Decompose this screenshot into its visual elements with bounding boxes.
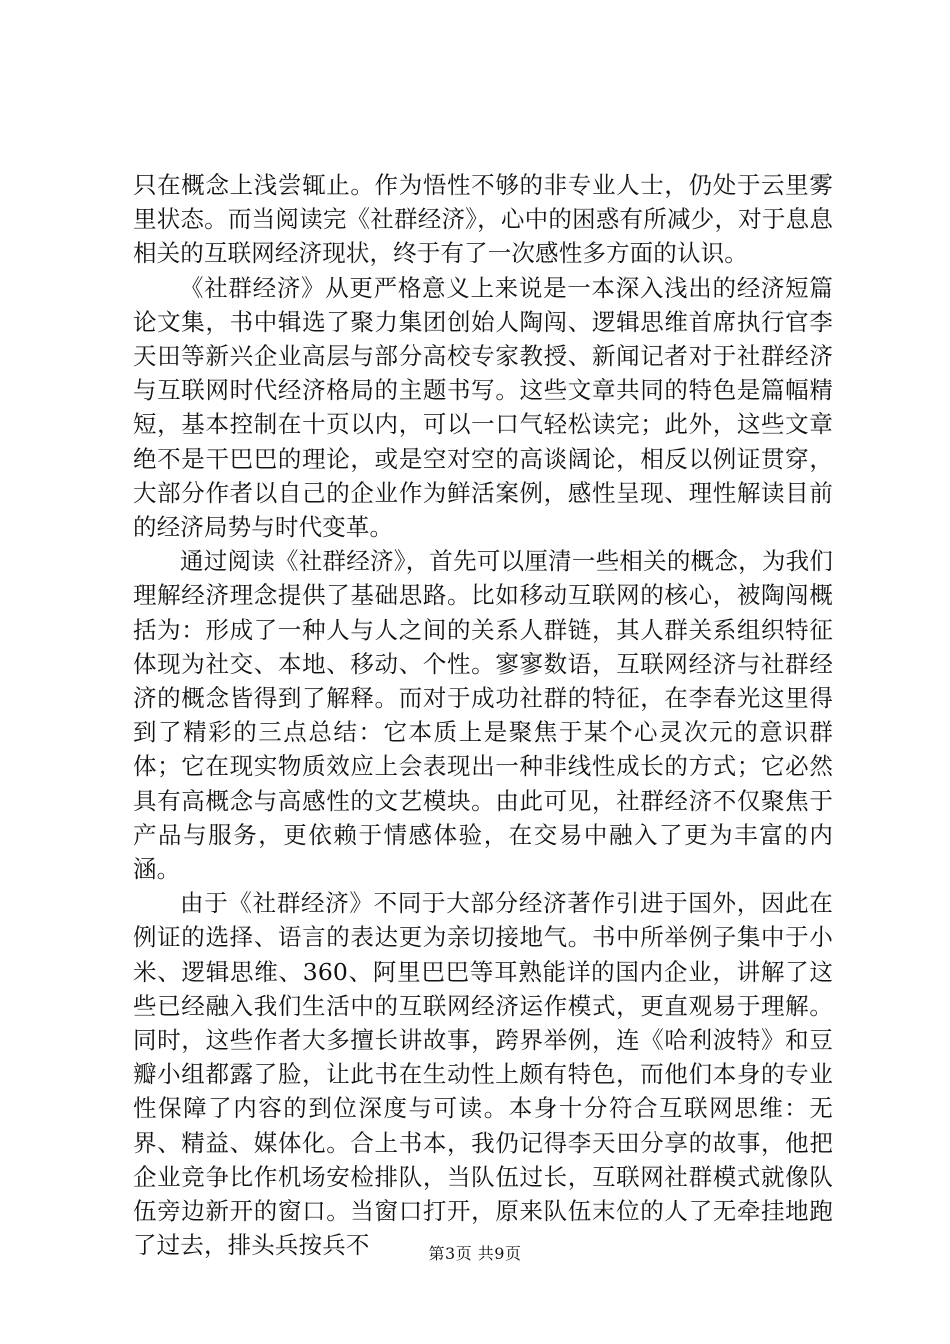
paragraph-3: 通过阅读《社群经济》，首先可以厘清一些相关的概念，为我们理解经济理念提供了基础思路。比如移动互联网的核心，被陶闯概括为：形成了一种人与人之间的关系人群链，其人群关系组织特征体现为社交、本地、移动、个性。寥寥数语，互联网经济与社群经济的概念皆得到了解释。而对于成功社群的特征，在李春光这里得到了精彩的三点总结：它本质上是聚焦于某个心灵次元的意识群体；它在现实物质效应上会表现出一种非线性成长的方式；它必然具有高概念与高感性的文艺模块。由此可见，社群经济不仅聚焦于产品与服务，更依赖于情感体验，在交易中融入了更为丰富的内涵。 [133,547,833,884]
page-number-label: 第3页 共9页 [428,1244,522,1263]
paragraph-4: 由于《社群经济》不同于大部分经济著作引进于国外，因此在例证的选择、语言的表达更为亲切接地气。书中所举例子集中于小米、逻辑思维、360、阿里巴巴等耳熟能详的国内企业，讲解了这些已经融入我们生活中的互联网经济运作模式，更直观易于理解。同时，这些作者大多擅长讲故事，跨界举例，连《哈利波特》和豆瓣小组都露了脸，让此书在生动性上颇有特色，而他们本身的专业性保障了内容的到位深度与可读。本身十分符合互联网思维：无界、精益、媒体化。合上书本，我仍记得李天田分享的故事，他把企业竞争比作机场安检排队，当队伍过长，互联网社群模式就像队伍旁边新开的窗口。当窗口打开，原来队伍末位的人了无牵挂地跑了过去，排头兵按兵不 [133,889,833,1260]
document-body [133,168,833,1263]
paragraph-2: 《社群经济》从更严格意义上来说是一本深入浅出的经济短篇论文集，书中辑选了聚力集团创始人陶闯、逻辑思维首席执行官李天田等新兴企业高层与部分高校专家教授、新闻记者对于社群经济与互联网时代经济格局的主题书写。这些文章共同的特色是篇幅精短，基本控制在十页以内，可以一口气轻松读完；此外，这些文章绝不是干巴巴的理论，或是空对空的高谈阔论，相反以例证贯穿，大部分作者以自己的企业作为鲜活案例，感性呈现、理性解读目前的经济局势与时代变革。 [133,273,833,542]
page-footer [0,1241,950,1264]
paragraph-1: 只在概念上浅尝辄止。作为悟性不够的非专业人士，仍处于云里雾里状态。而当阅读完《社群经济》，心中的困惑有所减少，对于息息相关的互联网经济现状，终于有了一次感性多方面的认识。 [133,171,833,268]
